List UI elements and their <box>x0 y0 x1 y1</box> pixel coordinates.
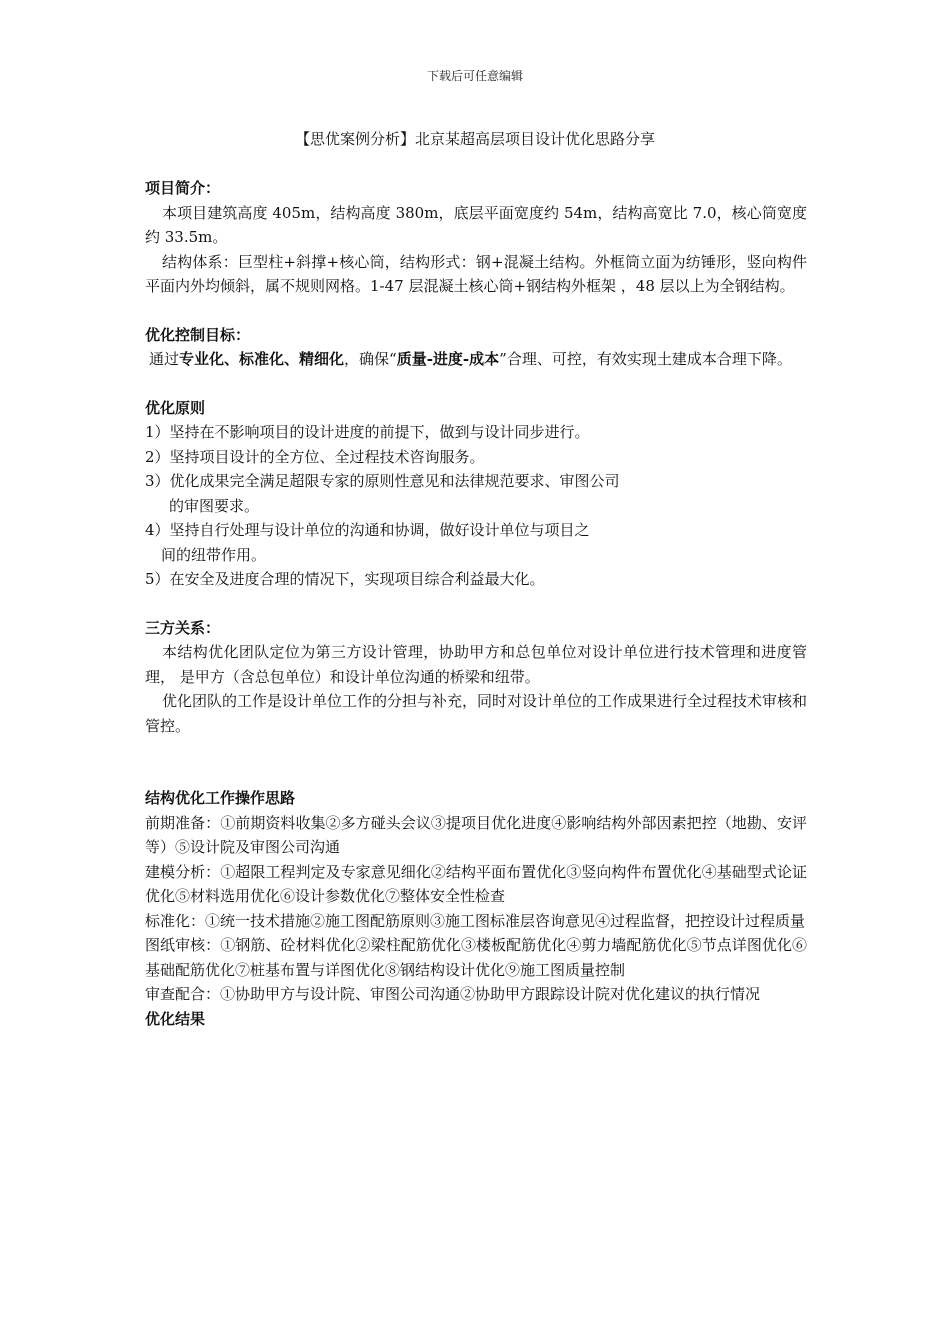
principle-item-4: 4）坚持自行处理与设计单位的沟通和协调，做好设计单位与项目之 <box>145 521 590 539</box>
workflow-item-preparation: 前期准备：①前期资料收集②多方碰头会议③提项目优化进度④影响结构外部因素把控（地勘、安评等）⑤设计院及审图公司沟通 <box>145 813 807 856</box>
principle-item-3: 3）优化成果完全满足超限专家的原则性意见和法律规范要求、审图公司 <box>145 472 620 490</box>
section-heading-result: 优化结果 <box>145 1009 206 1028</box>
target-text-1: 通过 <box>149 350 180 368</box>
workflow-item-drawing-review: 图纸审核：①钢筋、砼材料优化②梁柱配筋优化③楼板配筋优化④剪力墙配筋优化⑤节点详图优化⑥基础配筋优化⑦桩基布置与详图优化⑧钢结构设计优化⑨施工图质量控制 <box>145 936 807 979</box>
three-party-paragraph-2: 优化团队的工作是设计单位工作的分担与补充，同时对设计单位的工作成果进行全过程技术审核和管控。 <box>145 692 808 735</box>
principle-item-4-continued: 间的纽带作用。 <box>161 545 267 564</box>
workflow-item-standardization: 标准化：①统一技术措施②施工图配筋原则③施工图标准层咨询意见④过程监督，把控设计过程质量 <box>145 911 806 930</box>
principle-item-5: 5）在安全及进度合理的情况下，实现项目综合利益最大化。 <box>145 570 545 588</box>
target-bold-1: 专业化、标准化、精细化 <box>179 350 345 368</box>
section-heading-workflow: 结构优化工作操作思路 <box>145 789 296 807</box>
target-bold-2: 质量-进度-成本 <box>396 350 500 368</box>
document-body <box>145 176 807 1031</box>
section-heading-three-party: 三方关系： <box>145 618 221 637</box>
section-heading-project-intro: 项目简介： <box>145 179 221 197</box>
principle-item-1: 1）坚持在不影响项目的设计进度的前提下，做到与设计同步进行。 <box>145 423 590 441</box>
workflow-item-modeling: 建模分析：①超限工程判定及专家意见细化②结构平面布置优化③竖向构件布置优化④基础型式论证优化⑤材料选用优化⑥设计参数优化⑦整体安全性检查 <box>145 862 807 905</box>
document-title: 【思优案例分析】北京某超高层项目设计优化思路分享 <box>294 130 655 148</box>
header-note: 下载后可任意编辑 <box>426 69 523 83</box>
principle-item-2: 2）坚持项目设计的全方位、全过程技术咨询服务。 <box>145 447 485 466</box>
principle-item-3-continued: 的审图要求。 <box>169 496 260 515</box>
section-heading-target: 优化控制目标： <box>145 325 251 344</box>
target-text-2: ，确保“ <box>344 350 397 368</box>
project-intro-paragraph-2: 结构体系：巨型柱+斜撑+核心筒，结构形式：钢+混凝土结构。外框筒立面为纺锤形，竖向构件平面内外均倾斜，属不规则网格。1-47 层混凝土核心筒+钢结构外框架 ，48 层以上为全钢结构。 <box>145 252 807 295</box>
workflow-item-review-cooperation: 审查配合：①协助甲方与设计院、审图公司沟通②协助甲方跟踪设计院对优化建议的执行情况 <box>145 985 761 1003</box>
target-paragraph <box>145 347 807 372</box>
section-heading-principles: 优化原则 <box>145 398 206 417</box>
target-text-3: ”合理、可控，有效实现土建成本合理下降。 <box>499 350 792 368</box>
three-party-paragraph-1: 本结构优化团队定位为第三方设计管理，协助甲方和总包单位对设计单位进行技术管理和进度管理， 是甲方（含总包单位）和设计单位沟通的桥梁和纽带。 <box>145 643 807 686</box>
project-intro-paragraph-1: 本项目建筑高度 405m，结构高度 380m，底层平面宽度约 54m，结构高宽比 7.0，核心筒宽度约 33.5m。 <box>145 203 807 246</box>
